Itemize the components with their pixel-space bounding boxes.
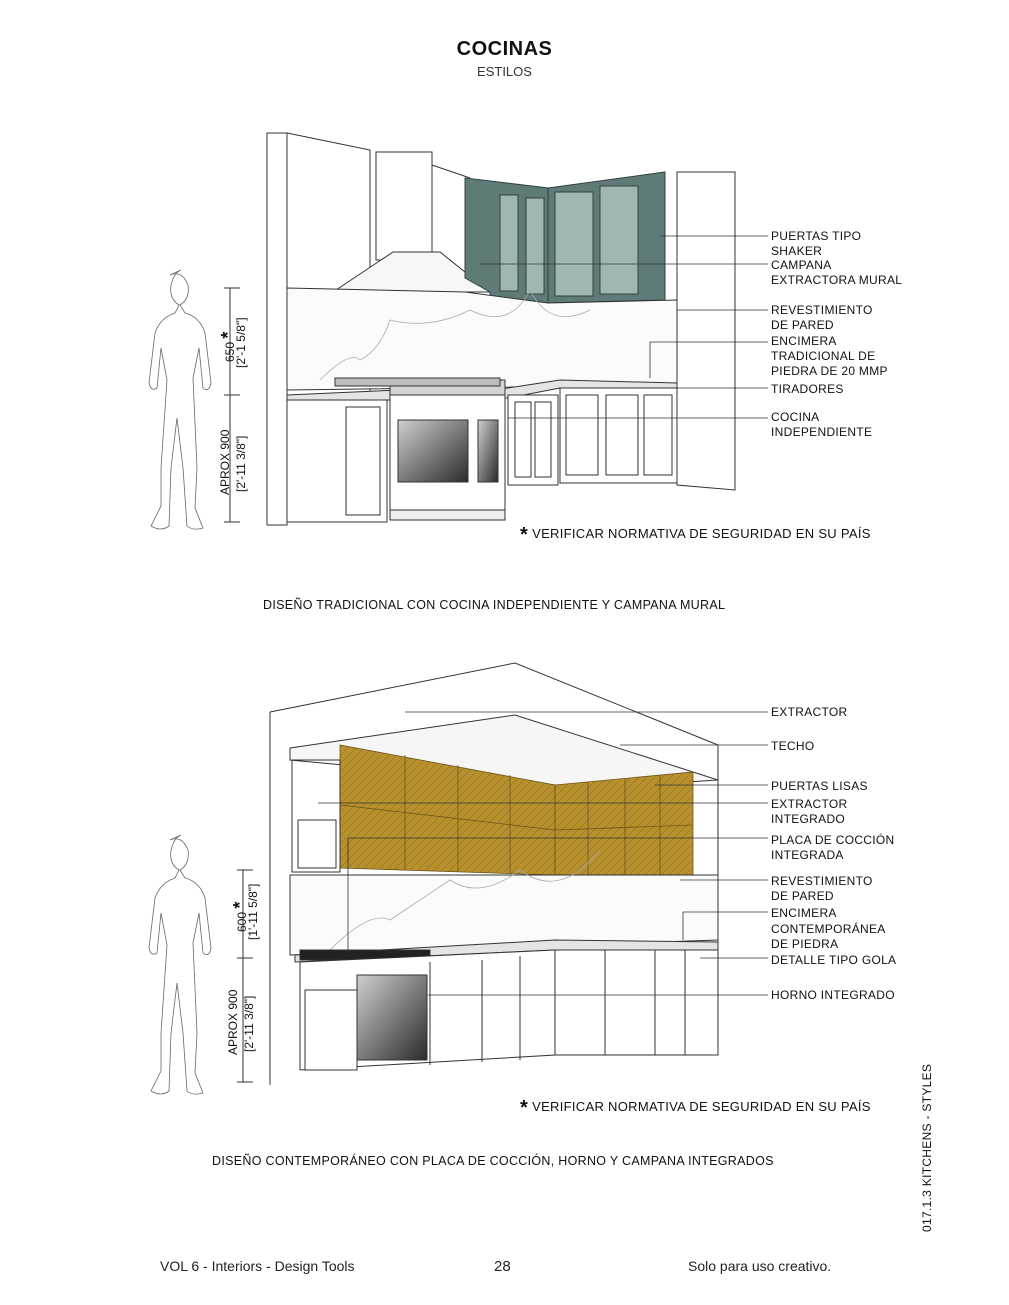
label-contemporanea-piedra: CONTEMPORÁNEA DE PIEDRA <box>771 922 886 951</box>
label-cocina-independiente: COCINA INDEPENDIENTE <box>771 410 873 439</box>
label-tiradores: TIRADORES <box>771 382 844 396</box>
upper-cabinets-teal <box>465 172 665 303</box>
dim-upper-2-value: 600 <box>235 911 249 932</box>
footer-page-number: 28 <box>494 1258 511 1275</box>
label-puertas-lisas: PUERTAS LISAS <box>771 779 868 793</box>
label-extractor-integrado: EXTRACTOR INTEGRADO <box>771 797 848 826</box>
page-subtitle: ESTILOS <box>477 64 532 79</box>
label-revestimiento-2: REVESTIMIENTO DE PARED <box>771 874 873 903</box>
label-revestimiento-1: REVESTIMIENTO DE PARED <box>771 303 873 332</box>
safety-note-2-asterisk: * <box>520 1097 529 1119</box>
human-figure-1 <box>149 270 211 529</box>
safety-note-2-text: VERIFICAR NORMATIVA DE SEGURIDAD EN SU PAÍS <box>532 1099 871 1114</box>
dim-lower-2: APROX 900 <box>226 989 240 1055</box>
label-campana-mural: CAMPANA EXTRACTORA MURAL <box>771 258 903 287</box>
label-horno-integrado: HORNO INTEGRADO <box>771 988 895 1002</box>
section-side-label: 017.1.3 KITCHENS - STYLES <box>920 1063 934 1232</box>
label-encimera-tradicional: ENCIMERA TRADICIONAL DE PIEDRA DE 20 MMP <box>771 334 888 378</box>
safety-note-1-text: VERIFICAR NORMATIVA DE SEGURIDAD EN SU PAÍS <box>532 526 871 541</box>
safety-note-1-asterisk: * <box>520 524 529 546</box>
label-detalle-gola: DETALLE TIPO GOLA <box>771 953 897 967</box>
label-placa-coccion: PLACA DE COCCIÓN INTEGRADA <box>771 833 895 862</box>
dim-upper-1-value: 650 <box>223 341 237 362</box>
label-puertas-shaker: PUERTAS TIPO SHAKER <box>771 229 862 258</box>
label-extractor: EXTRACTOR <box>771 705 848 719</box>
caption-2: DISEÑO CONTEMPORÁNEO CON PLACA DE COCCIÓN, HORNO Y CAMPANA INTEGRADOS <box>212 1154 774 1168</box>
human-figure-2 <box>149 835 211 1094</box>
dim-upper-1-asterisk: * <box>218 331 238 339</box>
safety-note-1 <box>520 524 871 547</box>
safety-note-2 <box>520 1097 871 1120</box>
dim-lower-1: APROX 900 <box>218 429 232 495</box>
dim-upper-1-imperial: [2'-1 5/8"] <box>234 317 248 368</box>
footer-volume: VOL 6 - Interiors - Design Tools <box>160 1258 355 1274</box>
dim-upper-2-asterisk: * <box>230 901 250 909</box>
caption-1: DISEÑO TRADICIONAL CON COCINA INDEPENDIENTE Y CAMPANA MURAL <box>263 598 726 612</box>
label-encimera: ENCIMERA <box>771 906 837 920</box>
footer-usage: Solo para uso creativo. <box>688 1258 832 1274</box>
label-techo: TECHO <box>771 739 815 753</box>
dim-lower-1-imperial: [2'-11 3/8"] <box>234 435 248 492</box>
dim-upper-2-imperial: [1'-11 5/8"] <box>246 883 260 940</box>
page-title: COCINAS <box>456 38 553 60</box>
dim-lower-2-imperial: [2'-11 3/8"] <box>242 995 256 1052</box>
